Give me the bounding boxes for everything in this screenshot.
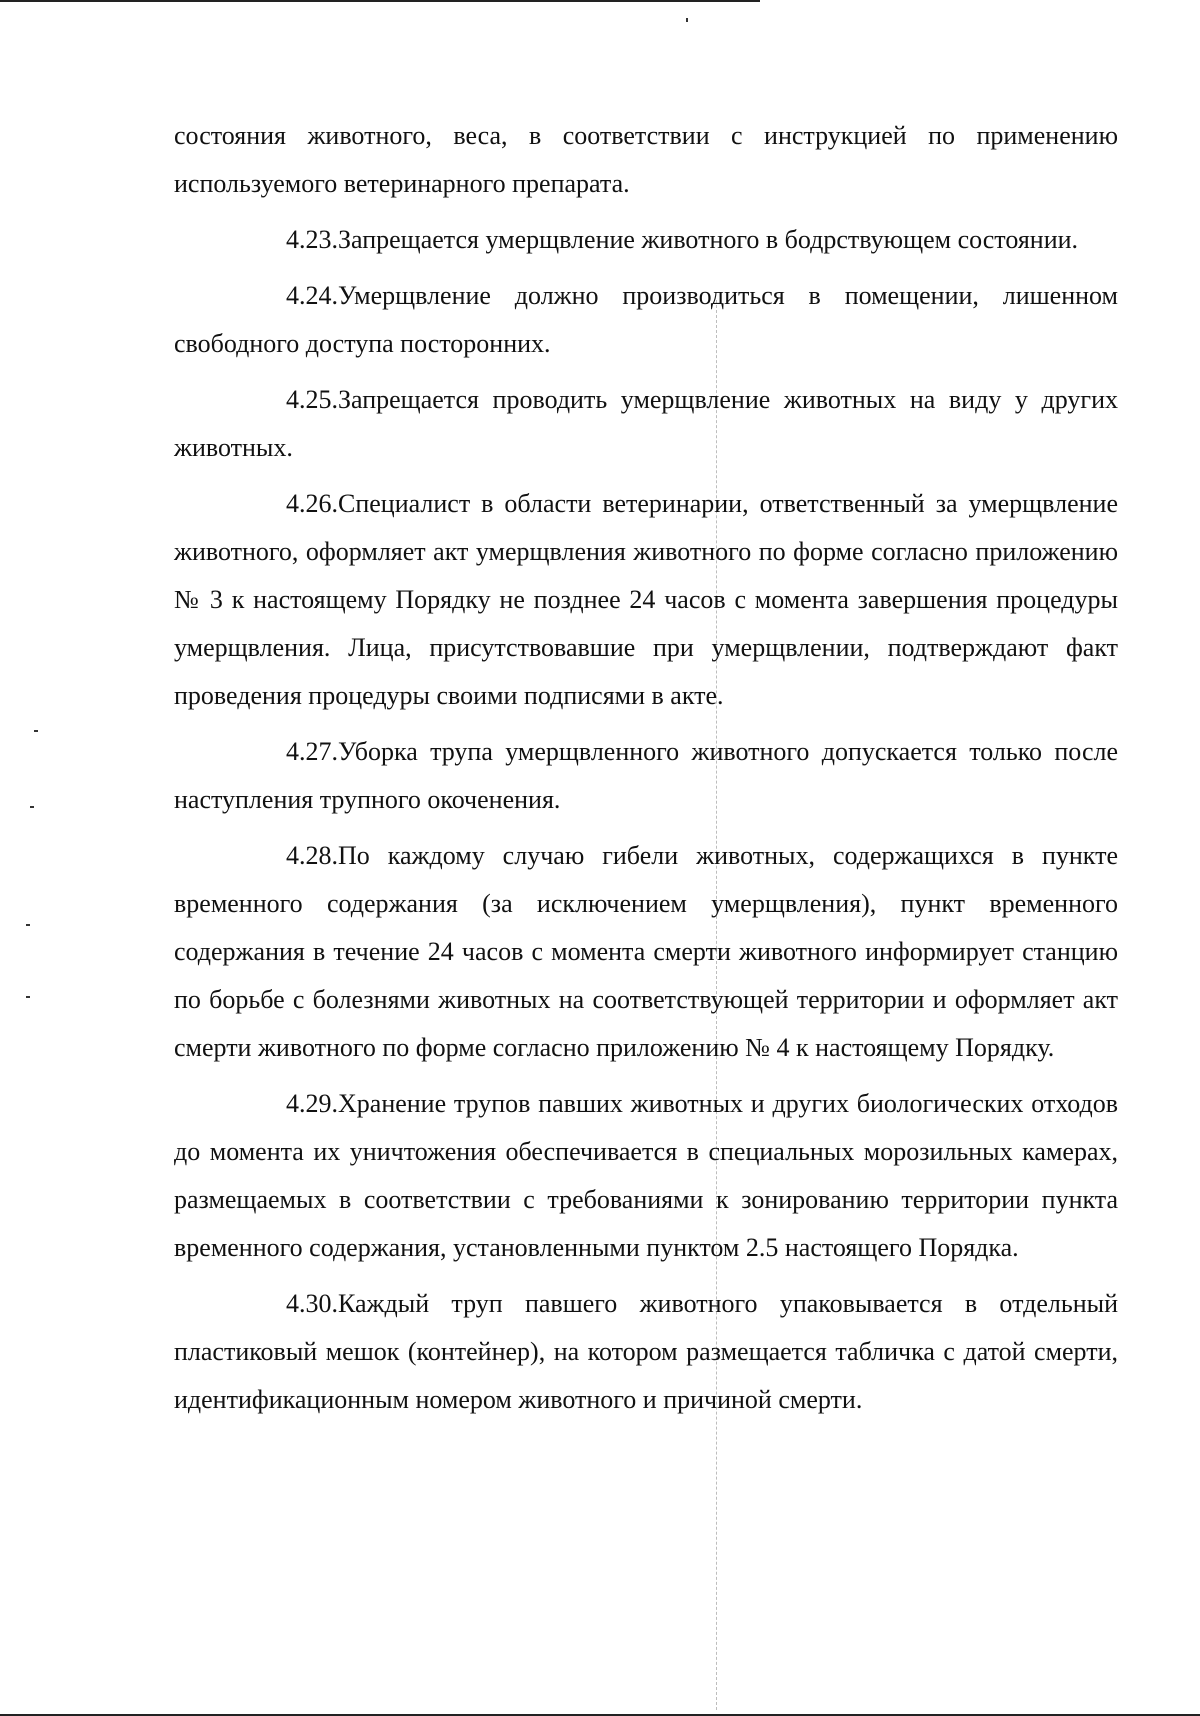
scan-speck <box>26 924 30 926</box>
paragraph-4-23 <box>174 216 1118 264</box>
paragraph-number: 4.26. <box>286 489 338 518</box>
scan-edge-top <box>0 0 760 2</box>
paragraph-number: 4.28. <box>286 841 338 870</box>
paragraph-text: Умерщвление должно производиться в помещении, лишенном свободного доступа посторонних. <box>174 281 1118 358</box>
paragraph-4-29 <box>174 1080 1118 1272</box>
paragraph-text: По каждому случаю гибели животных, содержащихся в пункте временного содержания (за исключением умерщвления), пункт временного содержания в течение 24 часов с момента смерти животного информирует станцию по борьбе с болезнями животных на соответствующей территории и оформляет акт смерти животного по форме согласно приложению № 4 к настоящему Порядку. <box>174 841 1118 1062</box>
paragraph-continuation <box>174 112 1118 208</box>
paragraph-text: Запрещается проводить умерщвление животных на виду у других животных. <box>174 385 1118 462</box>
paragraph-number: 4.24. <box>286 281 338 310</box>
scan-speck <box>34 730 38 732</box>
scan-speck <box>686 18 688 22</box>
paragraph-4-25 <box>174 376 1118 472</box>
paragraph-4-26 <box>174 480 1118 720</box>
paragraph-4-27 <box>174 728 1118 824</box>
paragraph-text: Специалист в области ветеринарии, ответственный за умерщвление животного, оформляет акт умерщвления животного по форме согласно приложению № 3 к настоящему Порядку не позднее 24 часов с момента завершения процедуры умерщвления. Лица, присутствовавшие при умерщвлении, подтверждают факт проведения процедуры своими подписями в акте. <box>174 489 1118 710</box>
paragraph-number: 4.27. <box>286 737 338 766</box>
paragraph-number: 4.25. <box>286 385 338 414</box>
paragraph-number: 4.23. <box>286 225 338 254</box>
paragraph-text: состояния животного, веса, в соответствии с инструкцией по применению используемого ветеринарного препарата. <box>174 121 1118 198</box>
paragraph-number: 4.30. <box>286 1289 338 1318</box>
document-body <box>174 112 1118 1432</box>
paragraph-number: 4.29. <box>286 1089 338 1118</box>
paragraph-4-28 <box>174 832 1118 1072</box>
scan-speck <box>30 806 34 808</box>
paragraph-text: Запрещается умерщвление животного в бодрствующем состоянии. <box>338 225 1079 254</box>
scan-speck <box>26 996 30 998</box>
paragraph-text: Каждый труп павшего животного упаковывается в отдельный пластиковый мешок (контейнер), на котором размещается табличка с датой смерти, идентификационным номером животного и причиной смерти. <box>174 1289 1118 1414</box>
paragraph-text: Уборка трупа умерщвленного животного допускается только после наступления трупного окоченения. <box>174 737 1118 814</box>
paragraph-4-30 <box>174 1280 1118 1424</box>
paragraph-4-24 <box>174 272 1118 368</box>
paragraph-text: Хранение трупов павших животных и других биологических отходов до момента их уничтожения обеспечивается в специальных морозильных камерах, размещаемых в соответствии с требованиями к зонированию территории пункта временного содержания, установленными пунктом 2.5 настоящего Порядка. <box>174 1089 1118 1262</box>
